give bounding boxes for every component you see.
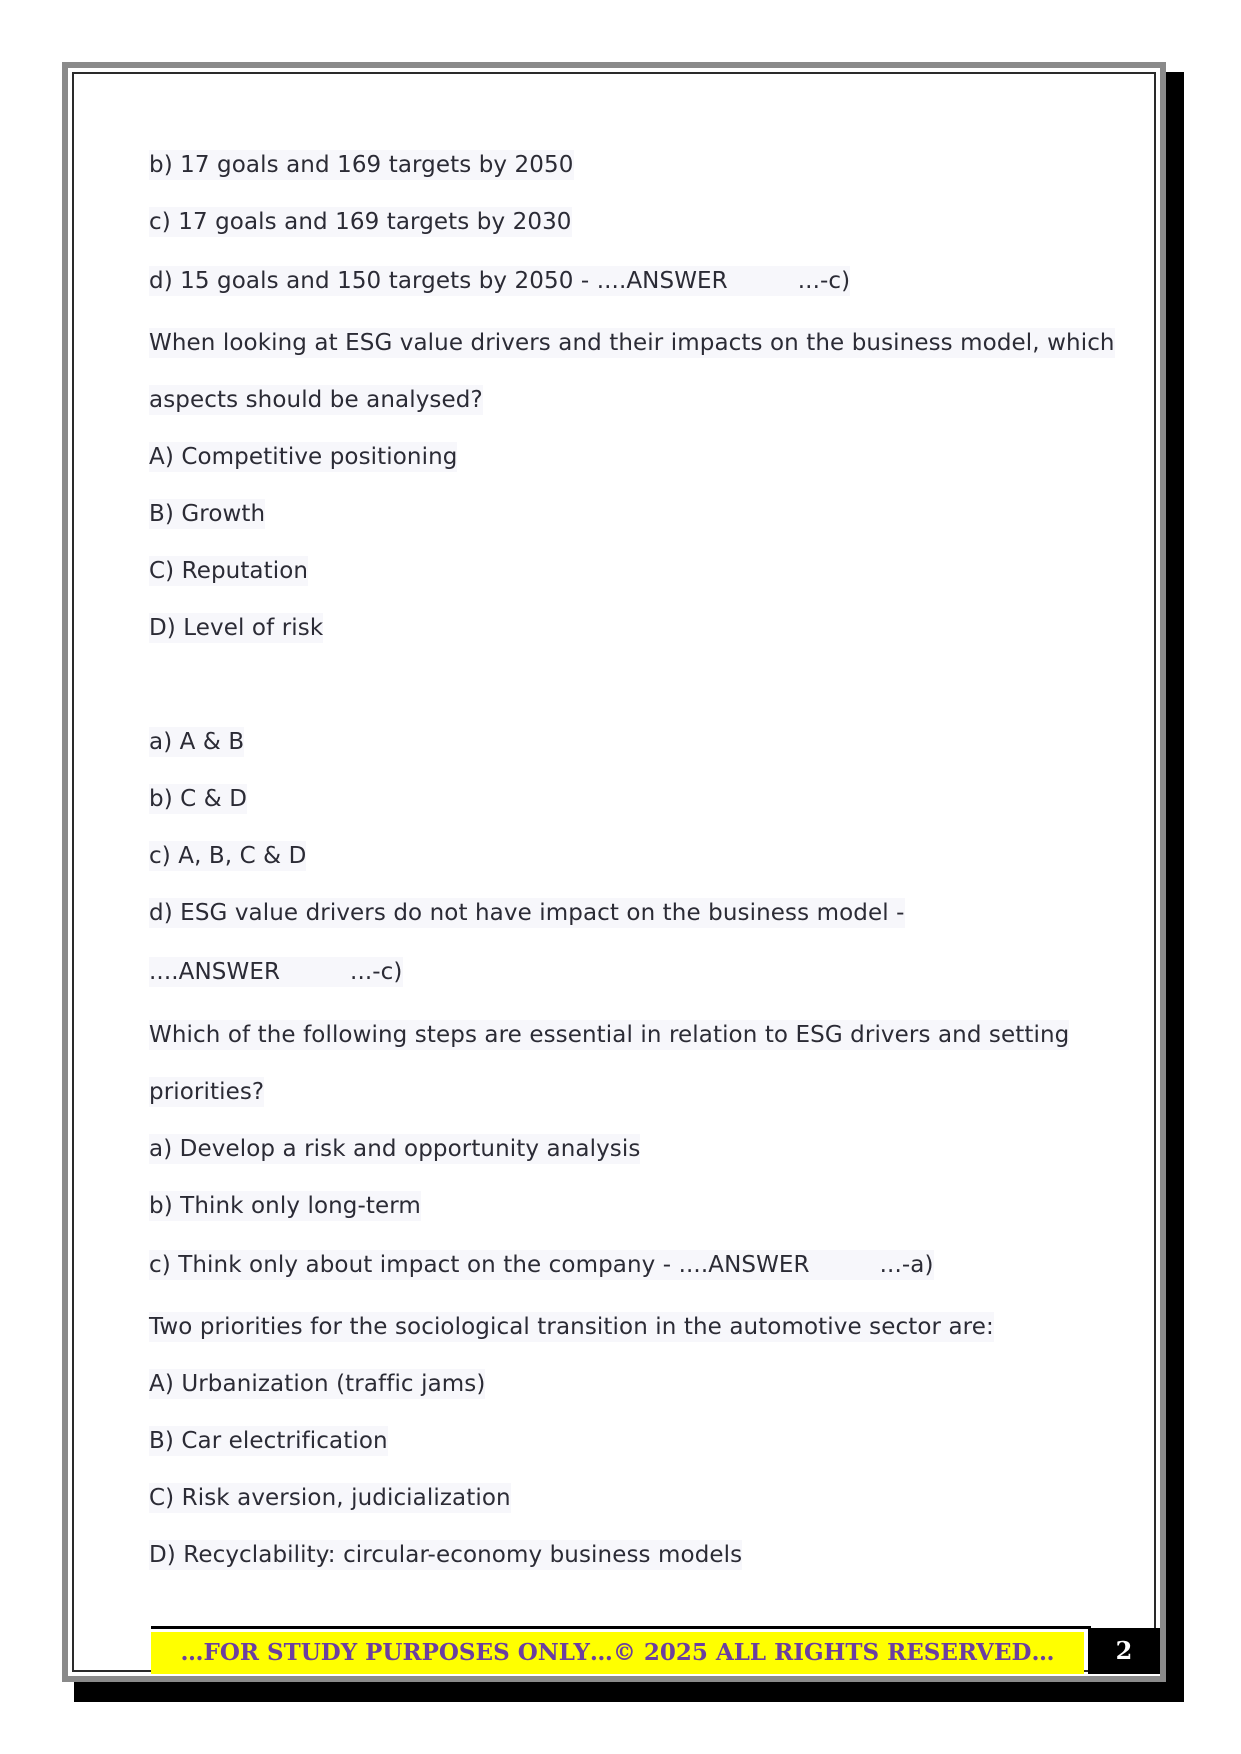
answer-line: ....ANSWER ...-c) bbox=[149, 959, 403, 985]
question-text: Two priorities for the sociological transition in the automotive sector are: bbox=[149, 1314, 994, 1340]
choice-item: b) Think only long-term bbox=[149, 1193, 421, 1219]
question-text: priorities? bbox=[149, 1079, 265, 1105]
option-item: D) Level of risk bbox=[149, 615, 324, 641]
option-item: B) Car electrification bbox=[149, 1428, 388, 1454]
answer-line: c) Think only about impact on the company - ....ANSWER ...-a) bbox=[149, 1252, 934, 1278]
option-item: A) Competitive positioning bbox=[149, 444, 458, 470]
option-item: A) Urbanization (traffic jams) bbox=[149, 1371, 486, 1397]
choice-item: a) Develop a risk and opportunity analysis bbox=[149, 1136, 641, 1162]
page-number: 2 bbox=[1088, 1628, 1160, 1674]
choice-item: a) A & B bbox=[149, 729, 245, 755]
footer-divider bbox=[151, 1626, 1091, 1629]
question-text: When looking at ESG value drivers and their impacts on the business model, which bbox=[149, 330, 1115, 356]
text-line: c) 17 goals and 169 targets by 2030 bbox=[149, 209, 572, 235]
choice-item: b) C & D bbox=[149, 786, 248, 812]
choice-item: c) A, B, C & D bbox=[149, 843, 307, 869]
option-item: D) Recyclability: circular-economy business models bbox=[149, 1542, 743, 1568]
option-item: C) Risk aversion, judicialization bbox=[149, 1485, 511, 1511]
option-item: B) Growth bbox=[149, 501, 266, 527]
question-text: aspects should be analysed? bbox=[149, 387, 483, 413]
question-text: Which of the following steps are essential in relation to ESG drivers and setting bbox=[149, 1022, 1070, 1048]
footer-banner: …FOR STUDY PURPOSES ONLY…© 2025 ALL RIGHTS RESERVED… bbox=[151, 1632, 1084, 1674]
choice-item: d) ESG value drivers do not have impact on the business model - bbox=[149, 900, 905, 926]
answer-line: d) 15 goals and 150 targets by 2050 - ....ANSWER ...-c) bbox=[149, 268, 851, 294]
option-item: C) Reputation bbox=[149, 558, 309, 584]
text-line: b) 17 goals and 169 targets by 2050 bbox=[149, 152, 574, 178]
